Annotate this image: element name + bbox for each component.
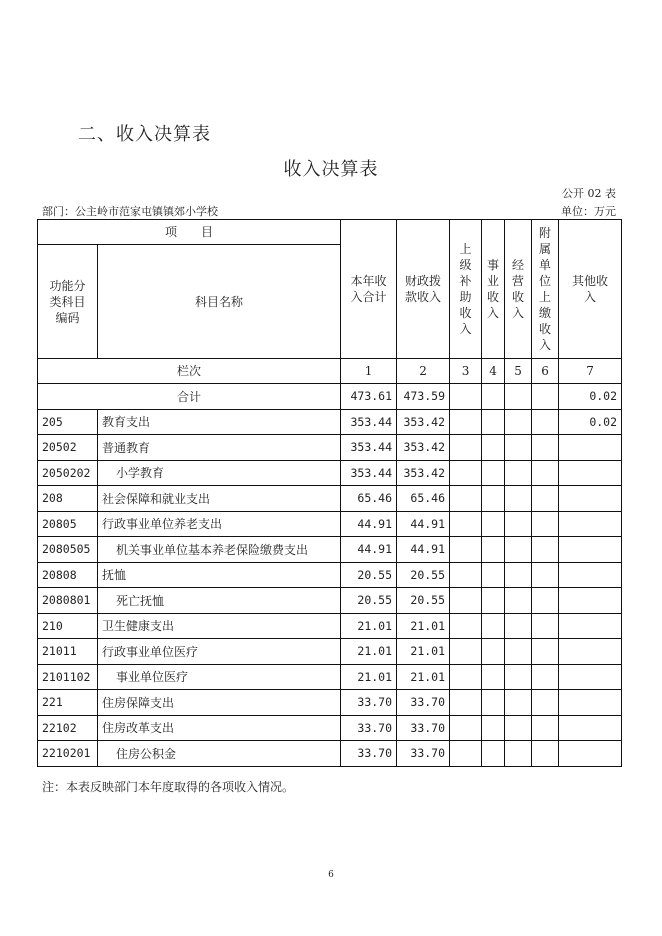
value-col-1: 353.44	[341, 435, 397, 461]
value-col-5	[505, 741, 532, 767]
value-col-2: 65.46	[397, 486, 450, 512]
value-col-1: 20.55	[341, 588, 397, 614]
value-col-1: 44.91	[341, 511, 397, 537]
subject-code: 208	[38, 486, 98, 512]
total-value-col-1: 473.61	[341, 384, 397, 410]
value-col-7	[559, 435, 622, 461]
header-item: 项 目	[38, 220, 341, 245]
value-col-5	[505, 639, 532, 665]
subject-code: 2101102	[38, 664, 98, 690]
header-col-5: 经 营 收 入	[505, 220, 532, 359]
value-col-2: 353.42	[397, 409, 450, 435]
value-col-5	[505, 460, 532, 486]
value-col-3	[450, 639, 482, 665]
subject-code: 20808	[38, 562, 98, 588]
value-col-5	[505, 715, 532, 741]
value-col-6	[532, 435, 559, 461]
value-col-2: 353.42	[397, 460, 450, 486]
value-col-6	[532, 537, 559, 563]
row-index-6: 6	[532, 359, 559, 384]
subject-name: 住房公积金	[98, 741, 341, 767]
value-col-4	[482, 409, 505, 435]
value-col-7: 0.02	[559, 409, 622, 435]
value-col-3	[450, 537, 482, 563]
value-col-3	[450, 486, 482, 512]
value-col-3	[450, 690, 482, 716]
subject-name: 小学教育	[98, 460, 341, 486]
subject-name: 抚恤	[98, 562, 341, 588]
total-value-col-5	[505, 384, 532, 410]
subject-name: 行政事业单位医疗	[98, 639, 341, 665]
value-col-7	[559, 613, 622, 639]
value-col-5	[505, 690, 532, 716]
table-row	[38, 741, 622, 767]
header-col-4: 事 业 收 入	[482, 220, 505, 359]
value-col-6	[532, 690, 559, 716]
table-row	[38, 537, 622, 563]
table-row	[38, 613, 622, 639]
subject-code: 20805	[38, 511, 98, 537]
value-col-2: 21.01	[397, 639, 450, 665]
value-col-4	[482, 613, 505, 639]
table-row	[38, 511, 622, 537]
value-col-1: 20.55	[341, 562, 397, 588]
value-col-2: 21.01	[397, 613, 450, 639]
value-col-3	[450, 613, 482, 639]
table-row	[38, 562, 622, 588]
subject-name: 住房保障支出	[98, 690, 341, 716]
subject-name: 教育支出	[98, 409, 341, 435]
value-col-4	[482, 486, 505, 512]
value-col-6	[532, 664, 559, 690]
value-col-6	[532, 715, 559, 741]
value-col-5	[505, 511, 532, 537]
subject-code: 2050202	[38, 460, 98, 486]
value-col-3	[450, 588, 482, 614]
subject-code: 22102	[38, 715, 98, 741]
value-col-2: 33.70	[397, 741, 450, 767]
value-col-4	[482, 460, 505, 486]
table-row	[38, 639, 622, 665]
value-col-1: 353.44	[341, 409, 397, 435]
subject-code: 205	[38, 409, 98, 435]
table-row	[38, 460, 622, 486]
value-col-1: 21.01	[341, 639, 397, 665]
value-col-3	[450, 409, 482, 435]
total-label: 合计	[38, 384, 341, 410]
subject-code: 20502	[38, 435, 98, 461]
subject-code: 210	[38, 613, 98, 639]
subject-code: 21011	[38, 639, 98, 665]
value-col-6	[532, 741, 559, 767]
value-col-3	[450, 435, 482, 461]
table-row	[38, 690, 622, 716]
subject-name: 住房改革支出	[98, 715, 341, 741]
value-col-5	[505, 588, 532, 614]
value-col-1: 33.70	[341, 690, 397, 716]
table-row	[38, 435, 622, 461]
total-value-col-3	[450, 384, 482, 410]
row-index-label: 栏次	[38, 359, 341, 384]
subject-code: 2210201	[38, 741, 98, 767]
value-col-7	[559, 460, 622, 486]
subject-name: 行政事业单位养老支出	[98, 511, 341, 537]
total-row	[38, 384, 622, 410]
subject-name: 社会保障和就业支出	[98, 486, 341, 512]
value-col-3	[450, 741, 482, 767]
table-note: 注：本表反映部门本年度取得的各项收入情况。	[42, 780, 295, 794]
value-col-4	[482, 562, 505, 588]
table-row	[38, 715, 622, 741]
subject-code: 2080801	[38, 588, 98, 614]
subject-name: 死亡抚恤	[98, 588, 341, 614]
subject-name: 普通教育	[98, 435, 341, 461]
value-col-6	[532, 588, 559, 614]
value-col-6	[532, 562, 559, 588]
header-col-1: 本年收 入合计	[341, 220, 397, 359]
value-col-6	[532, 639, 559, 665]
value-col-5	[505, 664, 532, 690]
value-col-4	[482, 741, 505, 767]
subject-name: 机关事业单位基本养老保险缴费支出	[98, 537, 341, 563]
header-col-7: 其他收 入	[559, 220, 622, 359]
value-col-3	[450, 715, 482, 741]
value-col-7	[559, 664, 622, 690]
value-col-5	[505, 537, 532, 563]
value-col-7	[559, 639, 622, 665]
subject-name: 卫生健康支出	[98, 613, 341, 639]
value-col-2: 44.91	[397, 511, 450, 537]
table-row	[38, 409, 622, 435]
value-col-7	[559, 741, 622, 767]
income-report-table	[37, 219, 622, 767]
value-col-7	[559, 511, 622, 537]
value-col-3	[450, 562, 482, 588]
value-col-4	[482, 435, 505, 461]
total-value-col-2: 473.59	[397, 384, 450, 410]
value-col-1: 44.91	[341, 537, 397, 563]
value-col-5	[505, 562, 532, 588]
value-col-2: 20.55	[397, 562, 450, 588]
table-row	[38, 486, 622, 512]
header-name: 科目名称	[98, 245, 341, 359]
value-col-2: 33.70	[397, 715, 450, 741]
value-col-4	[482, 511, 505, 537]
value-col-4	[482, 715, 505, 741]
row-index-2: 2	[397, 359, 450, 384]
value-col-6	[532, 613, 559, 639]
value-col-1: 21.01	[341, 664, 397, 690]
value-col-1: 33.70	[341, 715, 397, 741]
row-index-1: 1	[341, 359, 397, 384]
value-col-6	[532, 486, 559, 512]
value-col-6	[532, 511, 559, 537]
page-number: 6	[328, 870, 334, 880]
value-col-1: 353.44	[341, 460, 397, 486]
total-value-col-6	[532, 384, 559, 410]
header-col-2: 财政拨 款收入	[397, 220, 450, 359]
total-value-col-7: 0.02	[559, 384, 622, 410]
table-title: 收入决算表	[283, 159, 379, 180]
value-col-5	[505, 409, 532, 435]
value-col-5	[505, 435, 532, 461]
row-index-3: 3	[450, 359, 482, 384]
value-col-7	[559, 537, 622, 563]
header-col-3: 上 级 补 助 收 入	[450, 220, 482, 359]
value-col-2: 353.42	[397, 435, 450, 461]
value-col-1: 21.01	[341, 613, 397, 639]
value-col-3	[450, 664, 482, 690]
value-col-7	[559, 715, 622, 741]
subject-name: 事业单位医疗	[98, 664, 341, 690]
form-number: 公开 02 表	[562, 187, 616, 200]
value-col-4	[482, 537, 505, 563]
unit-label: 单位：万元	[561, 205, 616, 218]
header-col-6: 附 属 单 位 上 缴 收 入	[532, 220, 559, 359]
value-col-2: 44.91	[397, 537, 450, 563]
row-index-5: 5	[505, 359, 532, 384]
department-label: 部门：公主岭市范家屯镇镇郊小学校	[42, 205, 218, 218]
value-col-3	[450, 511, 482, 537]
value-col-2: 33.70	[397, 690, 450, 716]
header-code: 功能分 类科目 编码	[38, 245, 98, 359]
value-col-6	[532, 409, 559, 435]
value-col-7	[559, 486, 622, 512]
value-col-7	[559, 562, 622, 588]
value-col-5	[505, 613, 532, 639]
value-col-7	[559, 690, 622, 716]
row-index-7: 7	[559, 359, 622, 384]
value-col-6	[532, 460, 559, 486]
table-row	[38, 588, 622, 614]
value-col-4	[482, 588, 505, 614]
value-col-2: 20.55	[397, 588, 450, 614]
row-index-4: 4	[482, 359, 505, 384]
subject-code: 221	[38, 690, 98, 716]
value-col-7	[559, 588, 622, 614]
value-col-1: 33.70	[341, 741, 397, 767]
value-col-2: 21.01	[397, 664, 450, 690]
value-col-4	[482, 690, 505, 716]
value-col-1: 65.46	[341, 486, 397, 512]
value-col-5	[505, 486, 532, 512]
value-col-4	[482, 639, 505, 665]
value-col-3	[450, 460, 482, 486]
total-value-col-4	[482, 384, 505, 410]
section-title: 二、收入决算表	[78, 124, 211, 145]
subject-code: 2080505	[38, 537, 98, 563]
value-col-4	[482, 664, 505, 690]
table-row	[38, 664, 622, 690]
